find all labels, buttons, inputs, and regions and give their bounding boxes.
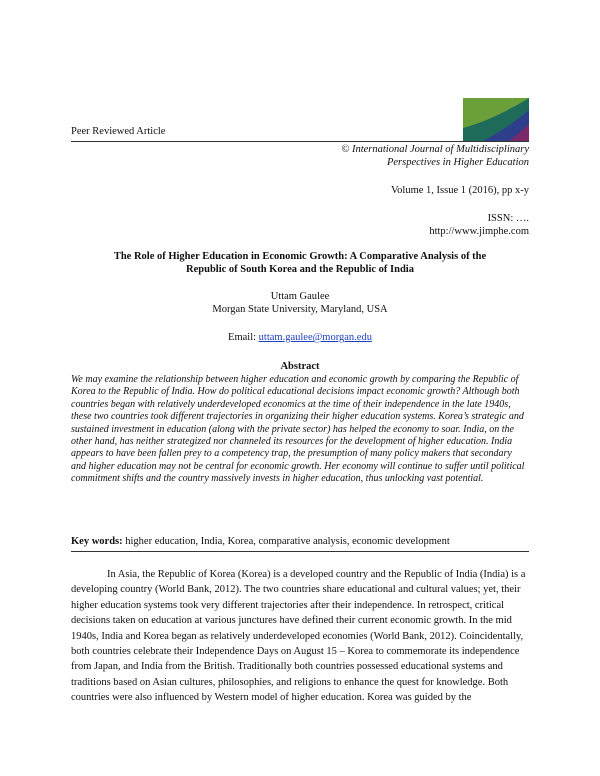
author-name: Uttam Gaulee <box>270 291 330 302</box>
journal-url: http://www.jimphe.com <box>429 226 529 237</box>
header-divider <box>71 141 529 142</box>
author-affiliation: Morgan State University, Maryland, USA <box>212 304 388 315</box>
article-title-line-2: Republic of South Korea and the Republic of India <box>186 264 414 275</box>
journal-logo-icon <box>463 98 529 141</box>
journal-name-line-2: Perspectives in Higher Education <box>386 157 529 168</box>
body-paragraph: In Asia, the Republic of Korea (Korea) is a developed country and the Republic of India (India) is a developing country (World Bank, 2012). The two countries share educational and cultural values; yet, their higher education systems took very different trajectories after their independence. In retrospect, critical decisions taken on education at various junctures have defined their current economic growth. In the mid 1940s, India and Korea began as relatively underdeveloped economies (World Bank, 2012). Coincidentally, both countries celebrate their Independence Days on August 15 – Korea to commemorate its independence from Japan, and India from the British. Traditionally both countries possessed educational systems and traditions based on Asian cultures, philosophies, and religions to enhance the quest for knowledge. Both countries were also influenced by Western model of higher education. Korea was guided by the <box>71 569 526 704</box>
email-label: Email: <box>228 332 257 343</box>
volume-info: Volume 1, Issue 1 (2016), pp x-y <box>390 185 529 196</box>
email-link[interactable]: uttam.gaulee@morgan.edu <box>258 332 372 343</box>
keywords-line <box>71 536 529 547</box>
author-block <box>71 290 529 316</box>
peer-reviewed-label: Peer Reviewed Article <box>71 126 166 137</box>
journal-name-line-1: © International Journal of Multidisciplinary <box>341 144 529 155</box>
keywords-label: Key words: <box>71 536 123 547</box>
keywords-divider <box>71 551 529 552</box>
abstract-text: We may examine the relationship between higher education and economic growth by comparing the Republic of Korea to the Republic of India. How do political educational decisions impact economic growth? Although both countries began with relatively underdeveloped economics at the time of their independence in the late 1940s, these two countries took different trajectories in organizing their higher education systems. Korea’s strategic and sustained investment in education (along with the private sector) has helped the economy to soar. India, on the other hand, has neither strategized nor channeled its resources for the development of higher education. India appears to have been fallen prey to a competency trap, the presumption of many policy makers that secondary and higher education may not be central for economic growth. Her economy will continue to suffer until political commitment shifts and the country massively invests in higher education, thus unlocking vast potential. <box>71 374 525 485</box>
issn-block <box>429 212 529 238</box>
abstract-heading: Abstract <box>280 361 320 372</box>
article-title-line-1: The Role of Higher Education in Economic Growth: A Comparative Analysis of the <box>113 251 487 262</box>
journal-name <box>341 143 529 169</box>
email-line <box>71 332 529 343</box>
keywords-text: higher education, India, Korea, comparative analysis, economic development <box>125 536 450 547</box>
issn: ISSN: …. <box>487 213 529 224</box>
article-title <box>71 250 529 276</box>
